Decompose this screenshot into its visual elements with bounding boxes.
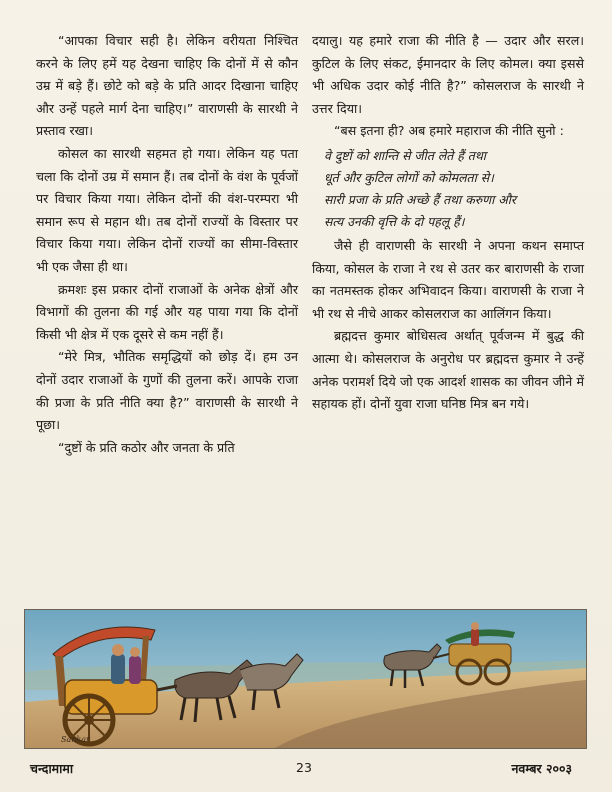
paragraph: “दुष्टों के प्रति कठोर और जनता के प्रति [58,439,235,455]
chariot-illustration [24,609,587,749]
paragraph: “मेरे मित्र, भौतिक समृद्धियों को छोड़ दें। हम उन दोनों उदार राजाओं के गुणों की तुलना करें। आपके राजा की प्रजा के प्रति नीति क्या है?” वाराणसी के सारथी ने पूछा। [36,349,298,433]
artist-signature: Sankar [61,735,90,744]
verse-line: वे दुष्टों को शान्ति से जीत लेते हैं तथा [324,147,486,163]
left-column [36,30,298,459]
paragraph: क्रमशः इस प्रकार दोनों राजाओं के अनेक क्षेत्रों और विभागों की तुलना की गई और यह पाया गया कि दोनों किसी भी क्षेत्र में एक दूसरे से कम नहीं हैं। [36,281,298,342]
paragraph: ब्रह्मदत्त कुमार बोधिसत्व अर्थात् पूर्वजन्म में बुद्ध की आत्मा थे। कोसलराज के अनुरोध पर ब्रह्मदत्त कुमार ने उन्हें अनेक परामर्श दिये जो एक आदर्श शासक का जीवन जीने में सहायक हों। दोनों युवा राजा घनिष्ठ मित्र बन गये। [312,328,584,412]
paragraph: “बस इतना ही? अब हमारे महाराज की नीति सुनो : [334,123,564,139]
issue-date: नवम्बर २००३ [511,761,572,776]
magazine-name: चन्दामामा [30,761,74,776]
verse-line: सारी प्रजा के प्रति अच्छे हैं तथा करुणा और [324,191,516,207]
page-footer [0,760,612,780]
chariot-scene [25,610,586,748]
paragraph: दयालु। यह हमारे राजा की नीति है — उदार और सरल। कुटिल के लिए संकट, ईमानदार के लिए कोमल। क्या इससे भी अधिक उदार कोई नीति है?” कोसलराज के सारथी ने उत्तर दिया। [312,33,584,116]
verse-line: धूर्त और कुटिल लोगों को कोमलता से। [324,169,494,185]
paragraph: जैसे ही वाराणसी के सारथी ने अपना कथन समाप्त किया, कोसल के राजा ने रथ से उतर कर बाराणसी के राजा का नतमस्तक होकर अभिवादन किया। वाराणसी के राजा ने भी रथ से नीचे आकर कोसलराज का आलिंगन किया। [312,237,584,321]
verse-line: सत्य उनकी वृत्ति के दो पहलू हैं। [324,213,465,229]
page-number: 23 [296,760,312,775]
paragraph: कोसल का सारथी सहमत हो गया। लेकिन यह पता चला कि दोनों उम्र में समान हैं। तब दोनों के वंश के पूर्वजों पर विचार किया गया। लेकिन दोनों की वंश-परम्परा भी समान रूप से महान थी। तब दोनों राज्यों के विस्तार पर विचार किया गया। लेकिन दोनों राज्यों का सीमा-विस्तार भी एक जैसा ही था। [36,145,298,274]
right-column [312,30,584,416]
paragraph: “आपका विचार सही है। लेकिन वरीयता निश्चित करने के लिए हमें यह देखना चाहिए कि दोनों में से कौन उम्र में बड़े हैं। छोटे को बड़े के प्रति आदर दिखाना चाहिए और उन्हें पहले मार्ग देना चाहिए।” वाराणसी के सारथी ने प्रस्ताव रखा। [36,33,298,139]
verse-block [324,145,584,233]
